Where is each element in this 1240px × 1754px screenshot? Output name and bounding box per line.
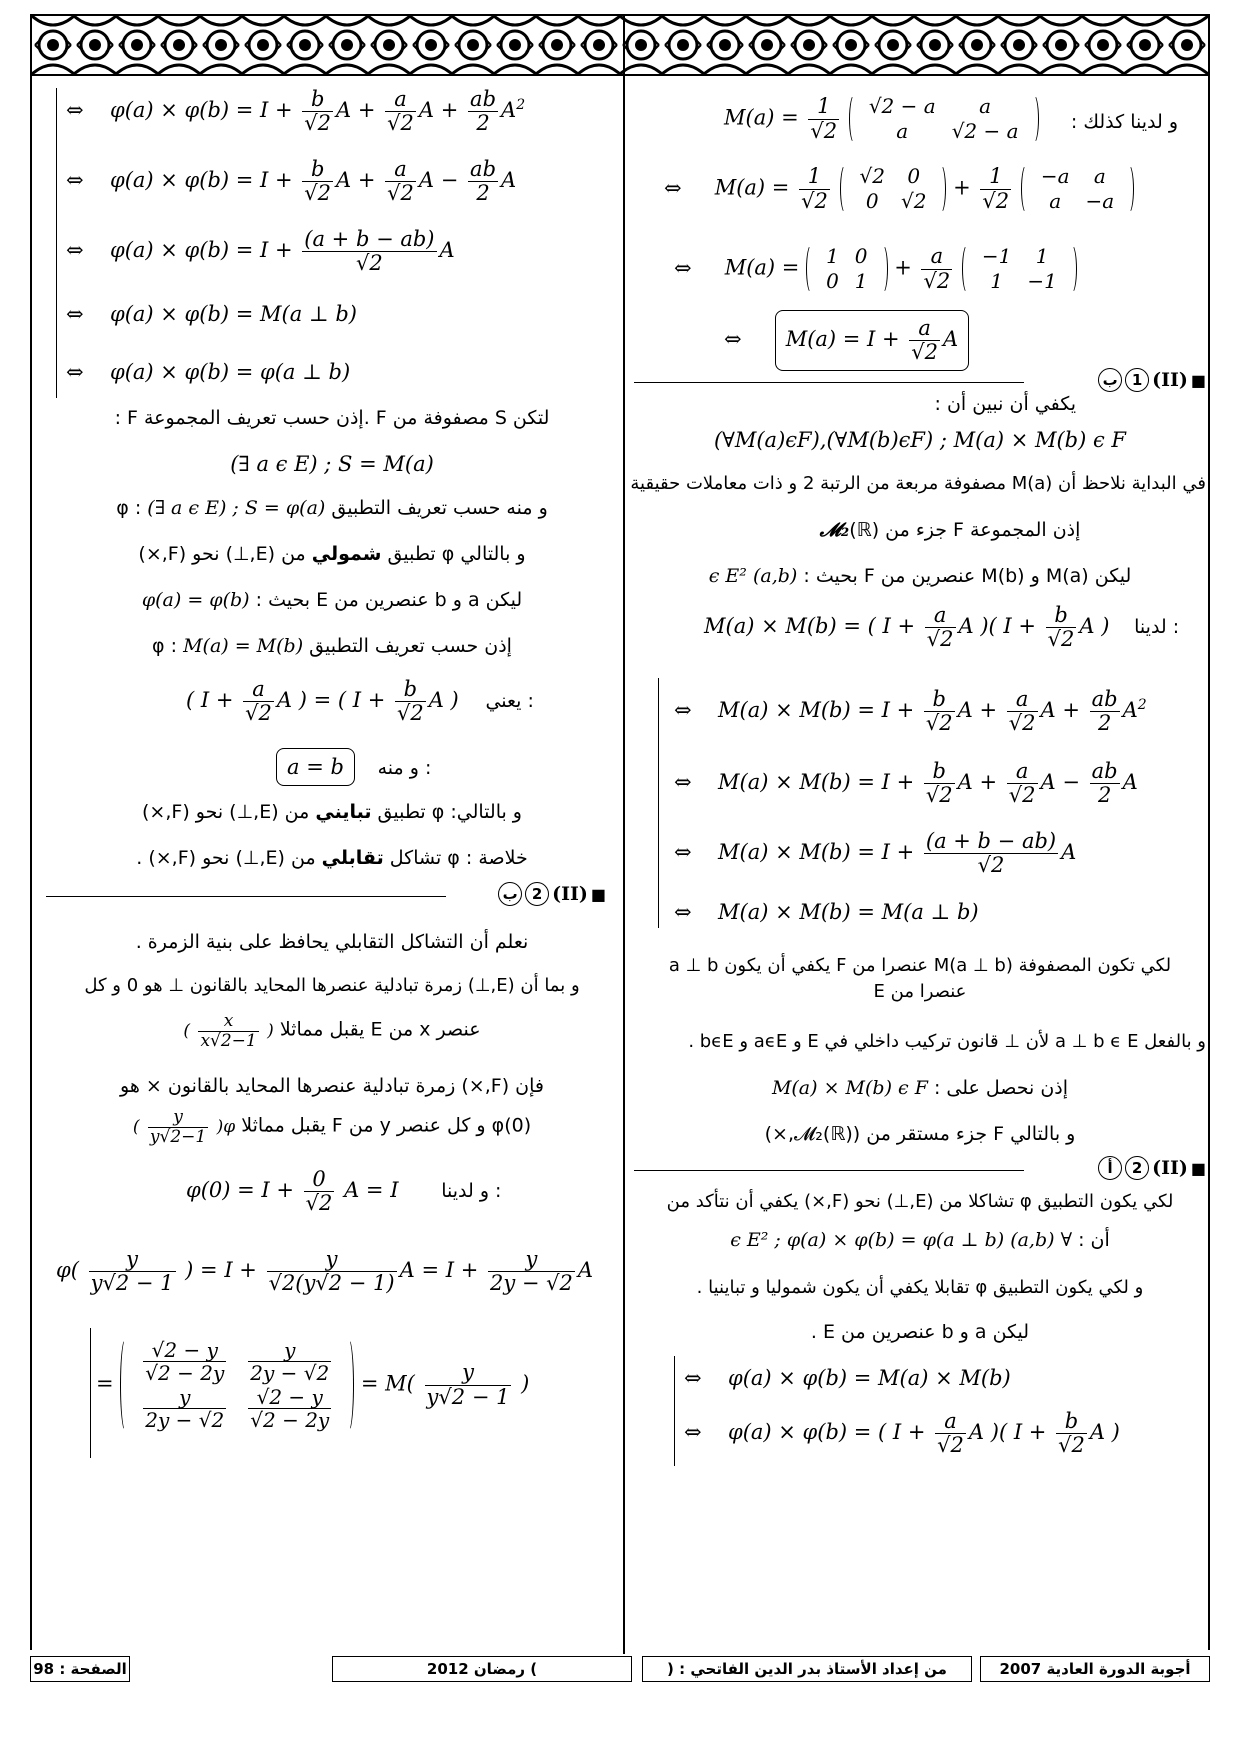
text-conclusion: خلاصة : φ تشاكل تقابلي من (E,⊥) نحو (F,×) . <box>136 847 528 869</box>
text-let-ab: ليكن a و b عنصرين من E . <box>810 1321 1030 1343</box>
text-for-M: لكي تكون المصفوفة M(a ⊥ b) عنصرا من F يكفي أن يكون a ⊥ b <box>668 955 1172 976</box>
footer-page: الصفحة : 98 <box>30 1656 130 1682</box>
bracket-phi-steps <box>674 1356 675 1466</box>
phi-cont-step-3: ⇔ φ(a) × φ(b) = I + $\frac{(a + b - ab)}{√2}$ A <box>66 227 455 276</box>
ornamental-header <box>30 14 1210 76</box>
phi-cont-step-2: ⇔ φ(a) × φ(b) = I + $\frac{b}{√2}$ A + $\frac{a}{√2}$ A − $\frac{ab}{2}$ A <box>66 157 517 206</box>
square-bullet-icon: ■ <box>590 884 606 904</box>
text-begin: في البداية نلاحظ أن M(a) مصفوفة مربعة من الرتبة 2 و ذات معاملات حقيقية <box>630 473 1206 494</box>
bracket-matrix <box>90 1328 91 1458</box>
condition-closure: (∀M(a)ϵF),(∀M(b)ϵF) ; M(a) × M(b) ϵ F <box>714 428 1126 452</box>
text-indeed: و بالفعل a ⊥ b ϵ E لأن ⊥ قانون تركيب داخلي في E و aϵE و bϵE . <box>688 1031 1206 1052</box>
text-iso-2: أن : ∀ (a,b) ϵ E² ; φ(a) × φ(b) = φ(a ⊥ b) <box>730 1229 1110 1251</box>
S-eq: (∃ a ϵ E) ; S = M(a) <box>230 452 434 476</box>
text-since: و بما أن (E,⊥) زمرة تبادلية عنصرها المحايد بالقانون ⊥ هو 0 و كل <box>84 975 580 996</box>
product-eq: M(a) × M(b) = ( I + $\frac{a}{√2}$ A )( I + $\frac{b}{√2}$ A ) لدينا : <box>704 603 1180 652</box>
phi-y-eq: φ( $\frac{y}{y√2 - 1}$ ) = I + $\frac{y}{√2(y√2 - 1)}$ A = I + $\frac{y}{2y - √2}$ A <box>56 1247 594 1296</box>
ornament-pattern <box>32 16 1208 74</box>
phi-step-2: ⇔ φ(a) × φ(b) = ( I + $\frac{a}{√2}$ A )( I + $\frac{b}{√2}$ A ) <box>684 1409 1120 1458</box>
text-know: نعلم أن التشاكل التقابلي يحافظ على بنية الزمرة . <box>135 931 529 953</box>
left-column <box>46 88 618 1648</box>
text-then: فإن (F,×) زمرة تبادلية عنصرها المحايد بالقانون × هو <box>120 1075 544 1097</box>
column-divider <box>623 14 625 1654</box>
ma-boxed-result: ⇔ M(a) = I + $\frac{a}{√2}$ A <box>724 310 1206 371</box>
text-stable: و بالتالي F جزء مستقر من (𝓜₂(ℝ),×) <box>764 1123 1076 1145</box>
section-II-1-b: ب 1 (II) ■ <box>634 368 1206 396</box>
phi-cont-step-4: ⇔ φ(a) × φ(b) = M(a ⊥ b) <box>66 302 357 326</box>
product-step-1: ⇔ M(a) × M(b) = I + $\frac{b}{√2}$ A + $\frac{a}{√2}$ A + $\frac{ab}{2}$ $A^2$ <box>674 687 1147 736</box>
section-II-2-a: أ 2 (II) ■ <box>634 1156 1206 1184</box>
phi-step-1: ⇔ φ(a) × φ(b) = M(a) × M(b) <box>684 1366 1011 1390</box>
phi-y-matrix: = $\frac{√2 - y}{√2 - 2y}$ $\frac{y}{2y - √2}$ $\frac{y}{2y - √2}$ $\frac{√2 - y}{√2 - 2y}$ = M( $\frac{y}{y√2 - 1}$ ) <box>96 1338 530 1432</box>
text-each: φ(0) و كل عنصر y من F يقبل مماثلا φ( $\frac{y}{y√2-1}$ ) <box>132 1107 532 1147</box>
text-let-S: لتكن S مصفوفة من F .إذن حسب تعريف المجموعة F : <box>114 407 550 429</box>
square-bullet-icon: ■ <box>1190 370 1206 390</box>
footer-exam: أجوبة الدورة العادية 2007 <box>980 1656 1210 1682</box>
means-eq: ( I + $\frac{a}{√2}$ A ) = ( I + $\frac{b}{√2}$ A ) يعني : <box>186 677 534 726</box>
ma-split-eq: ⇔ M(a) = $\frac{1}{√2}$ √2 0 0 √2 + $\frac{1}{√2}$ −a a a −a <box>664 164 1206 214</box>
bracket-phi-continued <box>56 88 57 398</box>
text-obtain: إذن نحصل على : M(a) × M(b) ϵ F <box>771 1077 1069 1099</box>
text-injective: و بالتالي: φ تطبيق تبايني من (E,⊥) نحو (F,×) <box>142 801 522 823</box>
product-step-3: ⇔ M(a) × M(b) = I + $\frac{(a + b - ab)}{√2}$ A <box>674 829 1077 878</box>
text-iso: لكي يكون التطبيق φ تشاكلا من (E,⊥) نحو (F,×) يكفي أن نتأكد من <box>666 1191 1174 1212</box>
ma-identity-eq: ⇔ M(a) = 1 0 0 1 + $\frac{a}{√2}$ −1 1 1 −1 <box>674 244 1206 294</box>
text-surjective: و بالتالي φ تطبيق شمولي من (E,⊥) نحو (F,×) <box>138 543 526 565</box>
text-let-ma-mb: ليكن M(a) و M(b) عنصرين من F بحيث : (a,b) ϵ E² <box>708 565 1132 587</box>
text-we-also-have: و لدينا كذلك : <box>1070 111 1178 133</box>
text-for-M-2: عنصرا من E <box>873 981 967 1002</box>
phi-zero-eq: φ(0) = I + $\frac{0}{√2}$ A = I و لدينا : <box>186 1167 502 1216</box>
phi-cont-step-1: ⇔ φ(a) × φ(b) = I + $\frac{b}{√2}$ A + $\frac{a}{√2}$ A + $\frac{ab}{2}$ $A^2$ <box>66 87 526 136</box>
text-element: عنصر x من E يقبل مماثلا ( $\frac{x}{x√2-1}$ ) <box>183 1011 481 1051</box>
bracket-product-steps <box>658 678 659 928</box>
text-let-ab-eq: ليكن a و b عنصرين من E بحيث : φ(a) = φ(b) <box>141 589 523 611</box>
text-subset: إذن المجموعة F جزء من (ℝ)𝓜₂ <box>819 519 1081 541</box>
square-bullet-icon: ■ <box>1190 1158 1206 1178</box>
product-step-4: ⇔ M(a) × M(b) = M(a ⊥ b) <box>674 900 979 924</box>
section-II-2-b: ب 2 (II) ■ <box>46 882 606 910</box>
right-column <box>630 88 1206 1648</box>
product-step-2: ⇔ M(a) × M(b) = I + $\frac{b}{√2}$ A + $\frac{a}{√2}$ A − $\frac{ab}{2}$ A <box>674 759 1138 808</box>
text-suffices: يكفي أن نبين أن : <box>934 393 1076 415</box>
phi-cont-step-5: ⇔ φ(a) × φ(b) = φ(a ⊥ b) <box>66 360 351 384</box>
footer-author: من إعداد الأستاذ بدر الدين الفاتحي : ( <box>642 1656 972 1682</box>
text-by-phi: و منه حسب تعريف التطبيق φ : (∃ a ϵ E) ; S = φ(a) <box>116 497 548 519</box>
text-def-phi: إذن حسب تعريف التطبيق φ : M(a) = M(b) <box>152 635 512 657</box>
text-bijection: و لكي يكون التطبيق φ تقابلا يكفي أن يكون شموليا و تباينيا . <box>696 1277 1144 1298</box>
hence-eq: a = b و منه : <box>276 748 618 786</box>
ma-matrix-eq: M(a) = $\frac{1}{√2}$ √2 − a a a √2 − a <box>724 94 1039 144</box>
footer-date: ) رمضان 2012 <box>332 1656 632 1682</box>
